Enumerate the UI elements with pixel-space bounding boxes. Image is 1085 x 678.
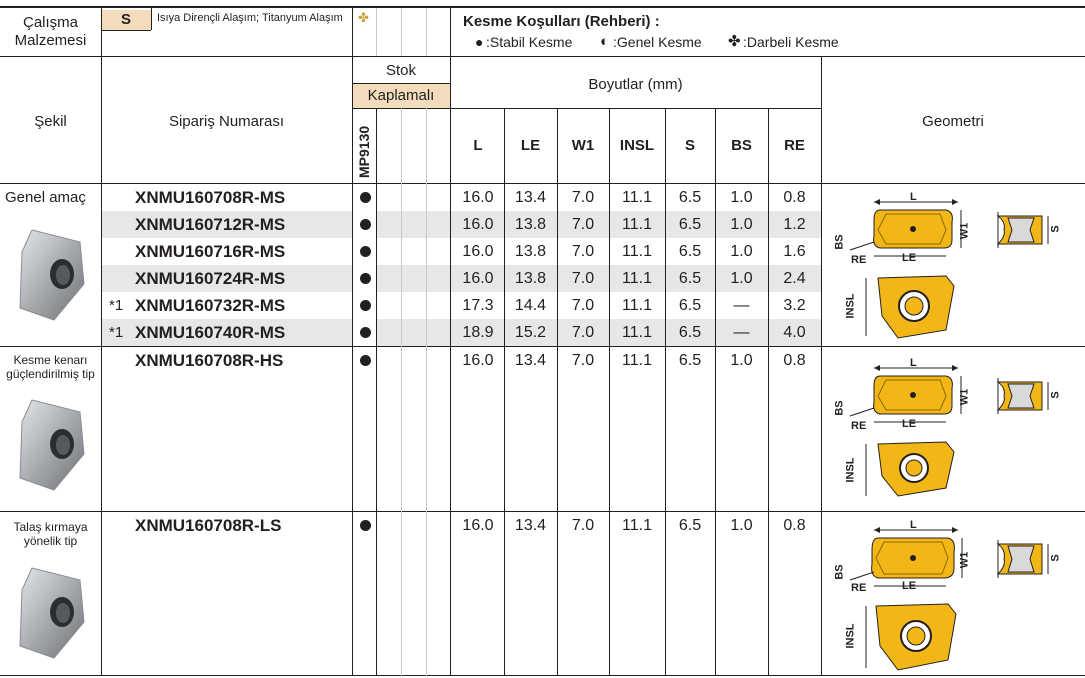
- geo-label-INSL: INSL: [844, 293, 857, 319]
- cell-S: 6.5: [678, 189, 702, 206]
- cell-RE: 2.4: [783, 270, 806, 287]
- cell-BS: 1.0: [730, 517, 753, 534]
- dim-header-W1: W1: [571, 137, 595, 154]
- cell-S: 6.5: [678, 216, 702, 233]
- geo-label-BS: BS: [833, 564, 846, 580]
- geo-label-RE: RE: [851, 420, 867, 432]
- cell-BS: —: [733, 297, 750, 314]
- order-number: XNMU160708R-HS: [135, 351, 284, 370]
- stock-dot: [360, 300, 371, 311]
- cell-INSL: 11.1: [622, 297, 652, 314]
- cell-BS: 1.0: [730, 352, 753, 369]
- stock-dot: [360, 273, 371, 284]
- cell-LE: 15.2: [514, 324, 547, 341]
- material-label-line2: Malzemesi: [14, 32, 87, 49]
- stock-dot: [360, 246, 371, 257]
- legend-interrupted-icon: ✤: [728, 33, 741, 50]
- cell-S: 6.5: [678, 297, 702, 314]
- geo-label-W1: W1: [958, 551, 971, 569]
- cell-RE: 1.2: [783, 216, 806, 233]
- cell-W1: 7.0: [571, 517, 595, 534]
- cell-L: 17.3: [462, 297, 494, 314]
- cell-LE: 13.4: [514, 517, 547, 534]
- material-code: S: [120, 11, 131, 28]
- footnote-mark: *1: [109, 297, 124, 314]
- geo-label-L: L: [910, 519, 917, 531]
- stock-dot: [360, 327, 371, 338]
- cell-S: 6.5: [678, 352, 702, 369]
- cell-S: 6.5: [678, 324, 702, 341]
- footnote-mark: *1: [109, 324, 124, 341]
- cell-INSL: 11.1: [622, 517, 652, 534]
- group-label-general: Genel amaç: [5, 189, 86, 206]
- geo-label-W1: W1: [958, 388, 971, 406]
- cell-L: 16.0: [462, 270, 494, 287]
- cell-RE: 0.8: [783, 352, 806, 369]
- dim-header-L: L: [473, 137, 483, 154]
- group-label-chipbreaker-line2: yönelik tip: [23, 534, 78, 548]
- geo-label-LE: LE: [902, 418, 917, 430]
- cell-INSL: 11.1: [622, 189, 652, 206]
- cell-BS: 1.0: [730, 270, 753, 287]
- cell-W1: 7.0: [571, 270, 595, 287]
- geo-label-W1: W1: [958, 222, 971, 240]
- order-number-header: Sipariş Numarası: [168, 113, 285, 130]
- cell-RE: 3.2: [783, 297, 806, 314]
- dim-header-BS: BS: [731, 137, 752, 154]
- geometry-header: Geometri: [922, 113, 984, 130]
- geo-label-INSL: INSL: [844, 457, 857, 483]
- cell-L: 16.0: [462, 243, 494, 260]
- coating-header: Kaplamalı: [367, 87, 435, 104]
- dim-header-S: S: [684, 137, 695, 154]
- cell-W1: 7.0: [571, 216, 595, 233]
- cell-LE: 13.4: [514, 189, 547, 206]
- dim-header-INSL: INSL: [619, 137, 655, 154]
- cell-S: 6.5: [678, 517, 702, 534]
- geometry-drawing-ls: [828, 518, 1078, 673]
- cell-RE: 4.0: [783, 324, 806, 341]
- geo-label-RE: RE: [851, 254, 867, 266]
- geo-label-S: S: [1049, 554, 1062, 562]
- cell-W1: 7.0: [571, 243, 595, 260]
- cell-BS: 1.0: [730, 189, 753, 206]
- order-number: XNMU160712R-MS: [135, 215, 286, 234]
- cell-LE: 13.8: [514, 216, 547, 233]
- cell-LE: 13.8: [514, 243, 547, 260]
- stock-dot: [360, 520, 371, 531]
- cell-LE: 13.4: [514, 352, 547, 369]
- insert-photo-general: [14, 222, 90, 326]
- geo-label-LE: LE: [902, 252, 917, 264]
- cell-RE: 0.8: [783, 517, 806, 534]
- cell-W1: 7.0: [571, 324, 595, 341]
- cell-RE: 1.6: [783, 243, 806, 260]
- order-number: XNMU160732R-MS: [135, 296, 286, 315]
- cell-L: 16.0: [462, 189, 494, 206]
- geo-label-LE: LE: [902, 580, 917, 592]
- cell-LE: 13.8: [514, 270, 547, 287]
- geo-label-RE: RE: [851, 582, 867, 594]
- cutting-conditions-title: Kesme Koşulları (Rehberi) :: [463, 13, 660, 30]
- geo-label-S: S: [1049, 225, 1062, 233]
- group-label-chipbreaker-line1: Talaş kırmaya: [13, 520, 88, 534]
- dim-header-LE: LE: [520, 137, 541, 154]
- cell-INSL: 11.1: [622, 216, 652, 233]
- order-number: XNMU160708R-MS: [135, 188, 286, 207]
- cell-L: 16.0: [462, 352, 494, 369]
- cell-INSL: 11.1: [622, 352, 652, 369]
- cell-W1: 7.0: [571, 352, 595, 369]
- order-number: XNMU160724R-MS: [135, 269, 286, 288]
- cell-INSL: 11.1: [622, 324, 652, 341]
- material-description: Isıya Dirençli Alaşım; Titanyum Alaşım: [157, 12, 343, 24]
- cell-RE: 0.8: [783, 189, 806, 206]
- legend-general: Genel Kesme: [616, 34, 702, 50]
- order-number: XNMU160708R-LS: [135, 516, 282, 535]
- cell-L: 16.0: [462, 216, 494, 233]
- cell-LE: 14.4: [514, 297, 547, 314]
- cell-L: 18.9: [462, 324, 494, 341]
- insert-photo-chipbreaker: [14, 560, 90, 664]
- stock-header: Stok: [385, 62, 416, 79]
- geo-label-L: L: [910, 357, 917, 369]
- cell-S: 6.5: [678, 243, 702, 260]
- dimensions-header: Boyutlar (mm): [588, 76, 683, 93]
- legend-general-icon: ◐: [600, 33, 610, 50]
- insert-photo-strengthened: [14, 392, 90, 496]
- order-number: XNMU160740R-MS: [135, 323, 286, 342]
- group-label-strengthened-line2: güçlendirilmiş tip: [6, 367, 95, 381]
- geo-label-L: L: [910, 191, 917, 203]
- shape-header: Şekil: [34, 113, 67, 130]
- geo-label-BS: BS: [833, 234, 846, 250]
- stock-dot: [360, 192, 371, 203]
- geo-label-BS: BS: [833, 400, 846, 416]
- legend-stable-icon: ●: [475, 34, 484, 50]
- stock-dot: [360, 355, 371, 366]
- cell-W1: 7.0: [571, 189, 595, 206]
- grade-header: MP9130: [356, 125, 372, 178]
- cell-BS: 1.0: [730, 243, 753, 260]
- cell-BS: —: [733, 324, 750, 341]
- interrupted-cut-icon: ✤: [358, 10, 369, 25]
- cell-INSL: 11.1: [622, 243, 652, 260]
- cell-BS: 1.0: [730, 216, 753, 233]
- cell-W1: 7.0: [571, 297, 595, 314]
- geo-label-S: S: [1049, 391, 1062, 399]
- order-number: XNMU160716R-MS: [135, 242, 286, 261]
- material-label-line1: Çalışma: [22, 14, 78, 31]
- group-label-strengthened-line1: Kesme kenarı: [13, 353, 88, 367]
- cell-L: 16.0: [462, 517, 494, 534]
- legend-stable: Stabil Kesme: [489, 34, 573, 50]
- cell-INSL: 11.1: [622, 270, 652, 287]
- geo-label-INSL: INSL: [844, 623, 857, 649]
- cell-S: 6.5: [678, 270, 702, 287]
- legend-interrupted: Darbeli Kesme: [746, 34, 839, 50]
- stock-dot: [360, 219, 371, 230]
- dim-header-RE: RE: [784, 137, 805, 154]
